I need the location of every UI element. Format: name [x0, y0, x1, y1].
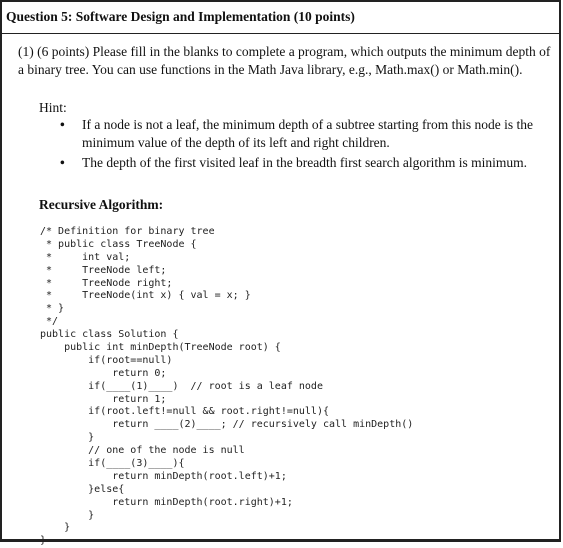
code-line: * TreeNode left;	[40, 264, 167, 276]
code-line: return 1;	[40, 393, 167, 405]
code-line: }	[40, 509, 95, 521]
question-title: Question 5: Software Design and Implementation (10 points)	[6, 9, 355, 24]
code-line: }	[40, 522, 71, 534]
code-line: * public class TreeNode {	[40, 238, 197, 250]
code-line: if(root.left!=null && root.right!=null){	[40, 406, 329, 418]
code-line: * TreeNode right;	[40, 277, 173, 289]
code-line: }	[40, 432, 95, 444]
code-line: * }	[40, 303, 65, 315]
recursive-algorithm-heading: Recursive Algorithm:	[39, 197, 164, 212]
code-line: public class Solution {	[40, 329, 179, 341]
code-line: return minDepth(root.left)+1;	[40, 470, 287, 482]
code-line: }else{	[40, 483, 125, 495]
bullet-icon: •	[60, 155, 65, 170]
code-line: public int minDepth(TreeNode root) {	[40, 342, 281, 354]
code-line: return 0;	[40, 367, 167, 379]
code-line: return minDepth(root.right)+1;	[40, 496, 293, 508]
code-line: if(____(1)____) // root is a leaf node	[40, 380, 323, 392]
hint-list	[60, 116, 560, 172]
code-line: * TreeNode(int x) { val = x; }	[40, 290, 251, 302]
code-line: return ____(2)____; // recursively call minDepth()	[40, 419, 414, 431]
hint-label: Hint:	[39, 100, 67, 115]
code-line: * int val;	[40, 251, 131, 263]
code-block	[40, 226, 413, 548]
hint-item-text: The depth of the first visited leaf in the breadth first search algorithm is minimum.	[82, 155, 528, 170]
title-row	[2, 2, 559, 34]
question-part1-text: (1) (6 points) Please fill in the blanks to complete a program, which outputs the minimum depth of a binary tree. You can use functions in the Math Java library, e.g., Math.max() or Math.min().	[18, 44, 551, 77]
code-line: // one of the node is null	[40, 445, 245, 457]
code-line: if(____(3)____){	[40, 458, 185, 470]
code-line: }	[40, 535, 47, 547]
code-line: if(root==null)	[40, 354, 173, 366]
code-line: */	[40, 316, 59, 328]
hint-item	[60, 154, 560, 172]
code-line: /* Definition for binary tree	[40, 226, 215, 237]
hint-item	[60, 116, 560, 152]
bullet-icon: •	[60, 117, 65, 132]
hint-item-text: If a node is not a leaf, the minimum depth of a subtree starting from this node is the minimum value of the depth of its left and right children.	[82, 117, 534, 150]
